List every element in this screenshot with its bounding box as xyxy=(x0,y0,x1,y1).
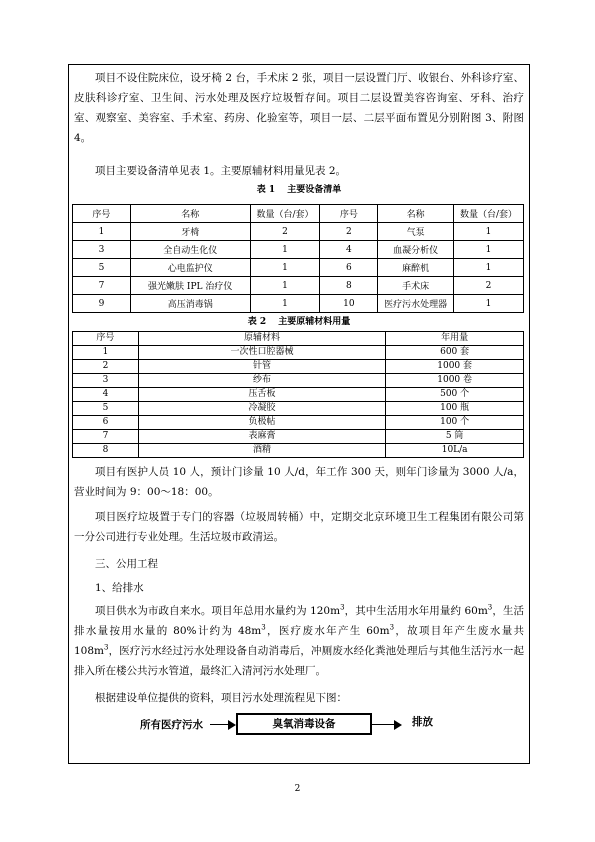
table-cell: 针管 xyxy=(138,360,385,374)
table-cell: 600 套 xyxy=(386,346,524,360)
table-cell: 100 瓶 xyxy=(386,402,524,416)
table-row xyxy=(73,402,524,416)
flow-process-box: 臭氧消毒设备 xyxy=(236,713,372,735)
table-cell: 1 xyxy=(250,259,320,277)
table-row xyxy=(73,430,524,444)
table-cell: 纱布 xyxy=(138,374,385,388)
flow-output-label: 排放 xyxy=(412,716,433,728)
table1-header-cell: 序号 xyxy=(73,205,131,223)
table-cell: 1 xyxy=(250,241,320,259)
flow-arrowhead-1 xyxy=(228,720,236,730)
table1-caption: 表 1 主要设备清单 xyxy=(256,185,342,195)
table-cell: 1000 卷 xyxy=(386,374,524,388)
table-row xyxy=(73,223,524,241)
table-cell: 5 筒 xyxy=(386,430,524,444)
table-cell: 1000 套 xyxy=(386,360,524,374)
table-cell: 8 xyxy=(73,444,139,458)
water-text-5: ，故项目年产生废水量共 108m xyxy=(74,625,525,657)
table-cell: 一次性口腔器械 xyxy=(138,346,385,360)
table-cell: 牙椅 xyxy=(130,223,250,241)
table-cell: 100 个 xyxy=(386,416,524,430)
table-cell: 手术床 xyxy=(378,277,454,295)
table1-header-cell: 数量（台/套） xyxy=(250,205,320,223)
table2-header-cell: 序号 xyxy=(73,332,139,346)
water-text-1: 项目供水为市政自来水。项目年总用水量约为 120m xyxy=(95,605,341,617)
table-cell: 1 xyxy=(454,241,524,259)
table-row xyxy=(73,444,524,458)
table2-body xyxy=(73,346,524,458)
superscript: 3 xyxy=(261,623,266,632)
table-cell: 冷凝胶 xyxy=(138,402,385,416)
table-row xyxy=(73,259,524,277)
table-cell: 10L/a xyxy=(386,444,524,458)
table-cell: 3 xyxy=(73,241,131,259)
table-row xyxy=(73,277,524,295)
table-cell: 7 xyxy=(73,277,131,295)
table-cell: 5 xyxy=(73,259,131,277)
table-cell: 压舌板 xyxy=(138,388,385,402)
paragraph-layout: 项目不设住院床位，设牙椅 2 台，手术床 2 张，项目一层设置门厅、收银台、外科诊疗室、皮肤科诊疗室、卫生间、污水处理及医疗垃圾暂存间。项目二层设置美容咨询室、牙科、治疗室、观察室、美容室、手术室、药房、化验室等，项目一层、二层平面布置见分别附图 3、附图 4。 xyxy=(74,72,524,144)
table-cell: 4 xyxy=(320,241,378,259)
table-cell: 2 xyxy=(320,223,378,241)
table-cell: 2 xyxy=(454,277,524,295)
table-row xyxy=(73,241,524,259)
table-cell: 500 个 xyxy=(386,388,524,402)
table-cell: 高压消毒锅 xyxy=(130,295,250,313)
water-text-4: ，医疗废水年产生 60m xyxy=(265,625,390,637)
section-heading: 三、公用工程 xyxy=(95,558,158,570)
table1-body xyxy=(73,223,524,313)
paragraph-flow-intro: 根据建设单位提供的资料，项目污水处理流程见下图： xyxy=(95,692,347,704)
flow-arrow-2 xyxy=(372,724,394,725)
table1-header-cell: 名称 xyxy=(378,205,454,223)
flow-arrowhead-2 xyxy=(394,720,402,730)
water-text-3: ，生活排水量按用水量的 80%计约为 48m xyxy=(74,605,524,637)
table-cell: 4 xyxy=(73,388,139,402)
equipment-table xyxy=(72,204,524,313)
table-cell: 血凝分析仪 xyxy=(378,241,454,259)
table-cell: 1 xyxy=(454,295,524,313)
superscript: 3 xyxy=(104,643,109,652)
table-cell: 3 xyxy=(73,374,139,388)
table-cell: 1 xyxy=(250,295,320,313)
table-cell: 9 xyxy=(73,295,131,313)
table-cell: 强光嫩肤 IPL 治疗仪 xyxy=(130,277,250,295)
superscript: 3 xyxy=(389,623,395,632)
table-cell: 全自动生化仪 xyxy=(130,241,250,259)
flow-arrow-1 xyxy=(210,724,228,725)
table-row xyxy=(73,374,524,388)
page-number: 2 xyxy=(294,784,301,794)
table-row xyxy=(73,346,524,360)
table-cell: 心电监护仪 xyxy=(130,259,250,277)
table1-header-cell: 序号 xyxy=(320,205,378,223)
table-cell: 6 xyxy=(73,416,139,430)
table1-header-row xyxy=(73,205,524,223)
table-cell: 麻醉机 xyxy=(378,259,454,277)
table-cell: 负极帖 xyxy=(138,416,385,430)
table-cell: 2 xyxy=(250,223,320,241)
table-cell: 1 xyxy=(250,277,320,295)
table2-header-cell: 年用量 xyxy=(386,332,524,346)
water-text-6: ，医疗污水经过污水处理设备自动消毒后，冲厕废水经化粪池处理后与其他生活污水一起排入所在楼公共污水管道，最终汇入清河污水处理厂。 xyxy=(74,645,524,677)
table-row xyxy=(73,416,524,430)
table-cell: 医疗污水处理器 xyxy=(378,295,454,313)
superscript: 3 xyxy=(340,603,345,612)
table-cell: 1 xyxy=(73,223,131,241)
table-cell: 酒精 xyxy=(138,444,385,458)
table2-header-row xyxy=(73,332,524,346)
table-cell: 7 xyxy=(73,430,139,444)
table1-header-cell: 数量（台/套） xyxy=(454,205,524,223)
table2-caption: 表 2 主要原辅材料用量 xyxy=(247,317,351,327)
paragraph-staff: 项目有医护人员 10 人，预计门诊量 10 人/d，年工作 300 天，则年门诊量为 3000 人/a，营业时间为 9：00～18：00。 xyxy=(74,466,524,498)
table-row xyxy=(73,388,524,402)
table-cell: 10 xyxy=(320,295,378,313)
table2-header-cell: 原辅材料 xyxy=(138,332,385,346)
water-text-2: ，其中生活用水年用量约 60m xyxy=(344,605,488,617)
table-cell: 1 xyxy=(454,259,524,277)
table-cell: 2 xyxy=(73,360,139,374)
table-cell: 6 xyxy=(320,259,378,277)
table-row xyxy=(73,360,524,374)
table-cell: 1 xyxy=(454,223,524,241)
flow-source-label: 所有医疗污水 xyxy=(140,719,203,731)
subsection-heading: 1、给排水 xyxy=(95,582,144,594)
table1-header-cell: 名称 xyxy=(130,205,250,223)
superscript: 3 xyxy=(487,603,493,612)
table-cell: 表麻膏 xyxy=(138,430,385,444)
table-row xyxy=(73,295,524,313)
paragraph-water xyxy=(74,601,524,681)
table-cell: 气泵 xyxy=(378,223,454,241)
table-cell: 5 xyxy=(73,402,139,416)
table-cell: 1 xyxy=(73,346,139,360)
materials-table xyxy=(72,331,524,458)
paragraph-waste: 项目医疗垃圾置于专门的容器（垃圾周转桶）中，定期交北京环境卫生工程集团有限公司第一分公司进行专业处理。生活垃圾市政清运。 xyxy=(74,511,524,543)
table-cell: 8 xyxy=(320,277,378,295)
paragraph-tables-ref: 项目主要设备清单见表 1。主要原辅材料用量见表 2。 xyxy=(95,165,347,177)
